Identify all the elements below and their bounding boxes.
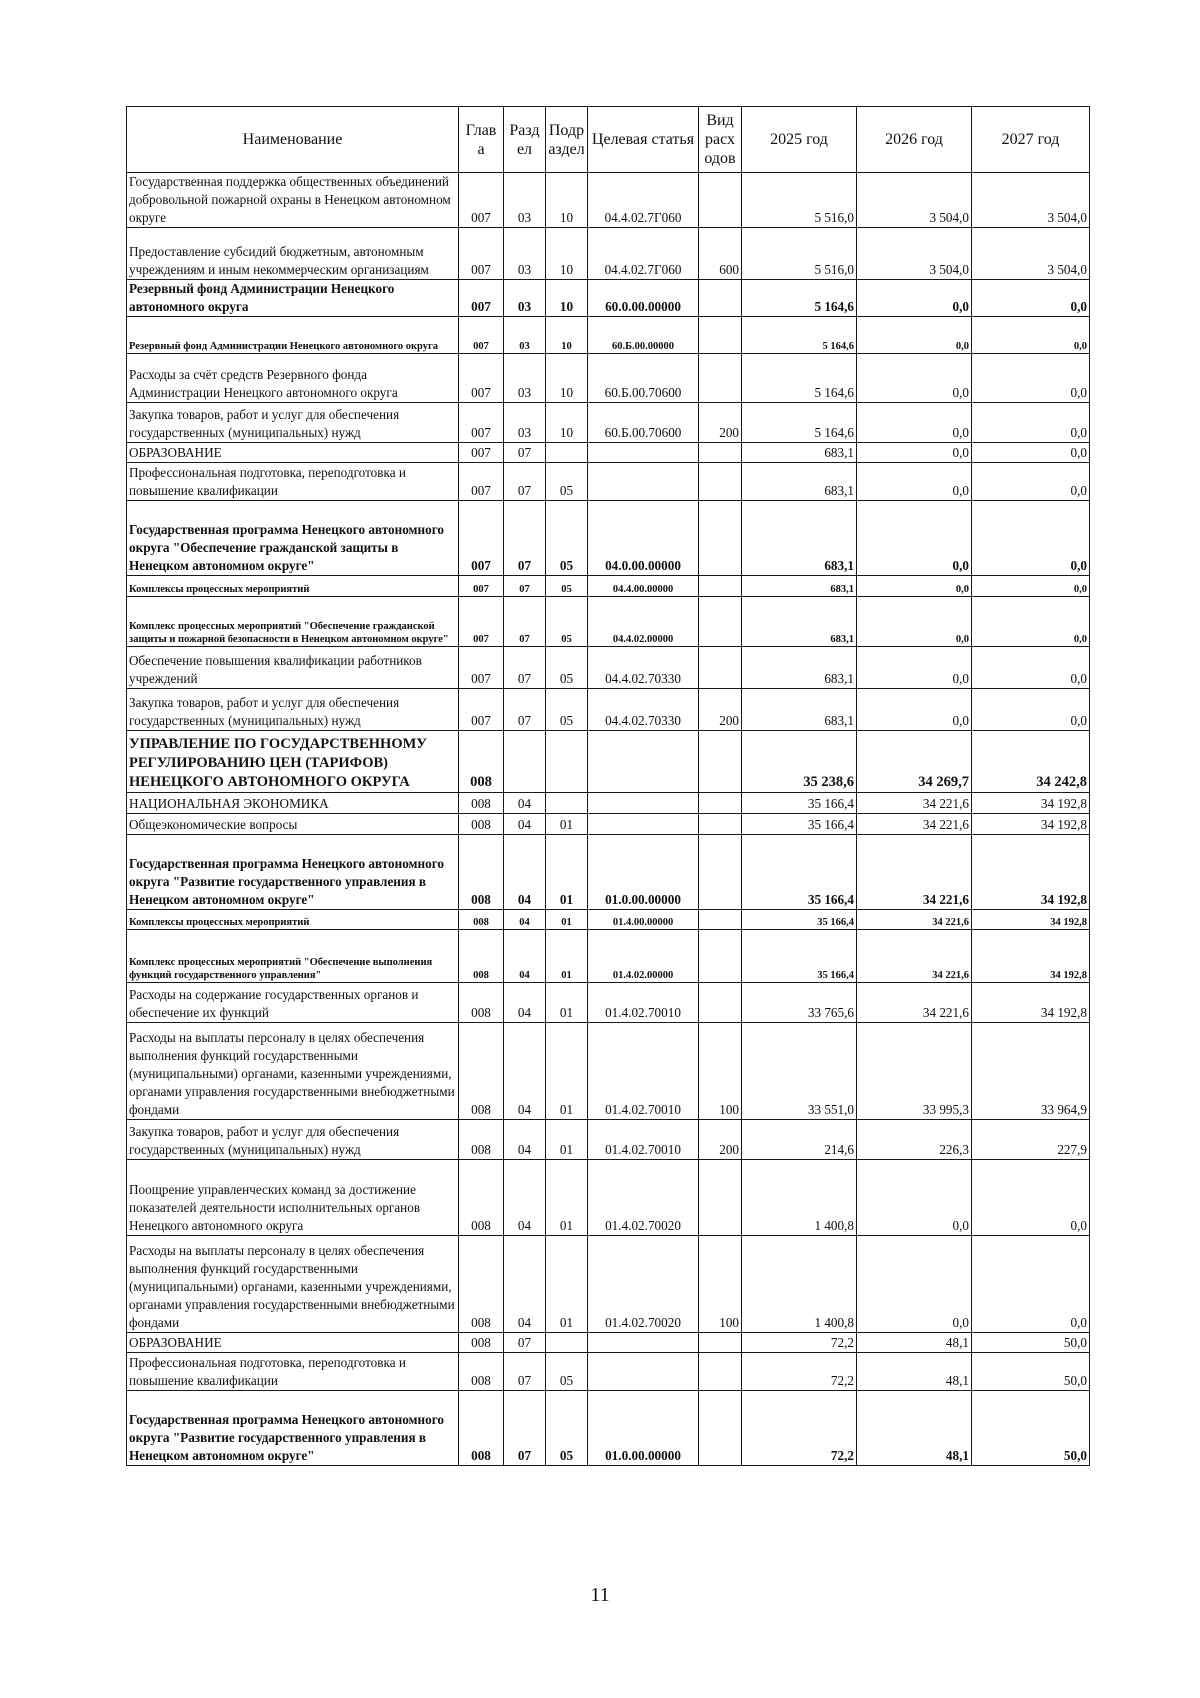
- row-expense-type: [699, 793, 742, 814]
- header-2026: 2026 год: [857, 107, 972, 173]
- row-razdel: 04: [504, 1120, 546, 1160]
- row-value-2025: 5 164,6: [742, 354, 857, 403]
- row-expense-type: 100: [699, 1023, 742, 1120]
- row-target-article: [588, 1353, 699, 1391]
- row-expense-type: 200: [699, 689, 742, 731]
- row-value-2026: 34 221,6: [857, 814, 972, 835]
- row-expense-type: [699, 443, 742, 463]
- row-name: Комплексы процессных мероприятий: [127, 910, 459, 930]
- row-expense-type: 100: [699, 1236, 742, 1333]
- row-name: Резервный фонд Администрации Ненецкого автономного округа: [127, 280, 459, 317]
- table-header-row: [127, 107, 1090, 173]
- row-value-2025: 33 765,6: [742, 983, 857, 1023]
- row-target-article: 01.4.02.70010: [588, 983, 699, 1023]
- row-value-2027: 0,0: [972, 354, 1090, 403]
- row-podrazdel: 01: [546, 1160, 588, 1236]
- table-row: [127, 1391, 1090, 1466]
- row-podrazdel: 10: [546, 173, 588, 228]
- row-glava: 008: [459, 930, 504, 983]
- row-value-2026: 33 995,3: [857, 1023, 972, 1120]
- row-razdel: 03: [504, 354, 546, 403]
- row-target-article: 01.4.02.70020: [588, 1236, 699, 1333]
- table-row: [127, 983, 1090, 1023]
- row-value-2026: 0,0: [857, 403, 972, 443]
- row-value-2027: 34 192,8: [972, 983, 1090, 1023]
- row-value-2025: 35 166,4: [742, 930, 857, 983]
- table-row: [127, 910, 1090, 930]
- table-row: [127, 1023, 1090, 1120]
- row-razdel: 04: [504, 835, 546, 910]
- row-name: Профессиональная подготовка, переподготовка и повышение квалификации: [127, 1353, 459, 1391]
- row-podrazdel: 01: [546, 814, 588, 835]
- row-value-2026: 0,0: [857, 597, 972, 647]
- row-value-2026: 48,1: [857, 1353, 972, 1391]
- row-value-2027: 0,0: [972, 1160, 1090, 1236]
- row-razdel: 03: [504, 280, 546, 317]
- table-row: [127, 501, 1090, 576]
- row-expense-type: [699, 1353, 742, 1391]
- row-podrazdel: 05: [546, 597, 588, 647]
- row-value-2025: 35 166,4: [742, 910, 857, 930]
- row-value-2025: 35 166,4: [742, 793, 857, 814]
- row-value-2026: 34 221,6: [857, 835, 972, 910]
- row-name: Государственная программа Ненецкого автономного округа "Развитие государственного управления в Ненецком автономном округе": [127, 835, 459, 910]
- row-podrazdel: 10: [546, 354, 588, 403]
- row-value-2027: 34 242,8: [972, 731, 1090, 793]
- header-expense-type: Вид расх одов: [699, 107, 742, 173]
- row-name: Расходы на выплаты персоналу в целях обеспечения выполнения функций государственными (муниципальными) органами, казенными учреждениями, органами управления государственными внебюджетными фондами: [127, 1023, 459, 1120]
- row-expense-type: [699, 501, 742, 576]
- row-value-2027: 0,0: [972, 280, 1090, 317]
- table-row: [127, 173, 1090, 228]
- row-target-article: 01.4.02.70010: [588, 1023, 699, 1120]
- row-glava: 007: [459, 228, 504, 280]
- row-target-article: [588, 793, 699, 814]
- row-razdel: 04: [504, 910, 546, 930]
- row-podrazdel: 05: [546, 463, 588, 501]
- row-podrazdel: 01: [546, 1236, 588, 1333]
- row-razdel: 04: [504, 1236, 546, 1333]
- page-number: 11: [590, 1584, 610, 1606]
- row-glava: 008: [459, 910, 504, 930]
- row-value-2026: 226,3: [857, 1120, 972, 1160]
- row-expense-type: 200: [699, 1120, 742, 1160]
- row-glava: 008: [459, 793, 504, 814]
- row-razdel: 04: [504, 793, 546, 814]
- row-value-2026: 34 221,6: [857, 910, 972, 930]
- row-target-article: 60.0.00.00000: [588, 280, 699, 317]
- row-target-article: 60.Б.00.00000: [588, 317, 699, 354]
- row-name: Резервный фонд Администрации Ненецкого автономного округа: [127, 317, 459, 354]
- row-value-2025: 683,1: [742, 647, 857, 689]
- row-expense-type: [699, 1333, 742, 1353]
- row-value-2026: 0,0: [857, 1160, 972, 1236]
- row-name: Расходы за счёт средств Резервного фонда Администрации Ненецкого автономного округа: [127, 354, 459, 403]
- row-value-2025: 683,1: [742, 463, 857, 501]
- row-target-article: 04.4.02.7Г060: [588, 228, 699, 280]
- row-value-2027: 33 964,9: [972, 1023, 1090, 1120]
- row-razdel: 03: [504, 173, 546, 228]
- row-glava: 007: [459, 443, 504, 463]
- row-target-article: 01.4.02.70020: [588, 1160, 699, 1236]
- row-podrazdel: 10: [546, 317, 588, 354]
- row-value-2026: 0,0: [857, 689, 972, 731]
- table-row: [127, 689, 1090, 731]
- row-name: ОБРАЗОВАНИЕ: [127, 1333, 459, 1353]
- row-value-2025: 5 516,0: [742, 228, 857, 280]
- row-value-2025: 683,1: [742, 689, 857, 731]
- row-value-2025: 1 400,8: [742, 1160, 857, 1236]
- row-name: Государственная программа Ненецкого автономного округа "Обеспечение гражданской защиты в Ненецком автономном округе": [127, 501, 459, 576]
- row-podrazdel: 05: [546, 1391, 588, 1466]
- row-name: Предоставление субсидий бюджетным, автономным учреждениям и иным некоммерческим организациям: [127, 228, 459, 280]
- budget-table: [126, 106, 1090, 1466]
- row-name: Поощрение управленческих команд за достижение показателей деятельности исполнительных органов Ненецкого автономного округа: [127, 1160, 459, 1236]
- row-value-2025: 683,1: [742, 597, 857, 647]
- row-target-article: 01.4.02.70010: [588, 1120, 699, 1160]
- row-glava: 008: [459, 1236, 504, 1333]
- row-podrazdel: [546, 1333, 588, 1353]
- row-podrazdel: 01: [546, 910, 588, 930]
- row-name: Комплекс процессных мероприятий "Обеспечение гражданской защиты и пожарной безопасности в Ненецком автономном округе": [127, 597, 459, 647]
- row-value-2025: 214,6: [742, 1120, 857, 1160]
- row-target-article: [588, 731, 699, 793]
- row-expense-type: [699, 463, 742, 501]
- row-target-article: 04.4.02.00000: [588, 597, 699, 647]
- row-name: Комплекс процессных мероприятий "Обеспечение выполнения функций государственного управления": [127, 930, 459, 983]
- row-podrazdel: 05: [546, 1353, 588, 1391]
- row-value-2026: 0,0: [857, 280, 972, 317]
- row-name: Расходы на содержание государственных органов и обеспечение их функций: [127, 983, 459, 1023]
- header-2027: 2027 год: [972, 107, 1090, 173]
- row-glava: 008: [459, 731, 504, 793]
- row-podrazdel: 05: [546, 501, 588, 576]
- row-value-2027: 50,0: [972, 1353, 1090, 1391]
- row-razdel: 07: [504, 576, 546, 597]
- row-podrazdel: 01: [546, 983, 588, 1023]
- row-value-2026: 3 504,0: [857, 173, 972, 228]
- row-value-2026: 0,0: [857, 317, 972, 354]
- row-podrazdel: 10: [546, 228, 588, 280]
- row-value-2025: 35 238,6: [742, 731, 857, 793]
- row-value-2027: 50,0: [972, 1333, 1090, 1353]
- row-razdel: 04: [504, 1023, 546, 1120]
- row-value-2026: 0,0: [857, 647, 972, 689]
- row-name: Общеэкономические вопросы: [127, 814, 459, 835]
- header-glava: Глав а: [459, 107, 504, 173]
- row-target-article: 01.4.00.00000: [588, 910, 699, 930]
- row-target-article: 04.4.02.70330: [588, 647, 699, 689]
- row-value-2027: 227,9: [972, 1120, 1090, 1160]
- table-row: [127, 1160, 1090, 1236]
- row-razdel: 07: [504, 647, 546, 689]
- table-body: [127, 173, 1090, 1466]
- row-name: Государственная программа Ненецкого автономного округа "Развитие государственного управления в Ненецком автономном округе": [127, 1391, 459, 1466]
- row-expense-type: [699, 1160, 742, 1236]
- row-razdel: 04: [504, 814, 546, 835]
- row-name: Закупка товаров, работ и услуг для обеспечения государственных (муниципальных) нужд: [127, 689, 459, 731]
- row-value-2027: 0,0: [972, 1236, 1090, 1333]
- row-razdel: 03: [504, 228, 546, 280]
- row-expense-type: [699, 317, 742, 354]
- table-row: [127, 463, 1090, 501]
- row-name: Закупка товаров, работ и услуг для обеспечения государственных (муниципальных) нужд: [127, 403, 459, 443]
- table-row: [127, 835, 1090, 910]
- row-value-2026: 0,0: [857, 354, 972, 403]
- row-value-2026: 0,0: [857, 501, 972, 576]
- row-glava: 007: [459, 597, 504, 647]
- row-value-2026: 0,0: [857, 443, 972, 463]
- table-row: [127, 647, 1090, 689]
- row-expense-type: [699, 910, 742, 930]
- table-row: [127, 930, 1090, 983]
- header-podrazdel: Подр аздел: [546, 107, 588, 173]
- row-target-article: 04.0.00.00000: [588, 501, 699, 576]
- row-target-article: 60.Б.00.70600: [588, 403, 699, 443]
- row-value-2026: 3 504,0: [857, 228, 972, 280]
- row-glava: 008: [459, 814, 504, 835]
- row-value-2027: 34 192,8: [972, 930, 1090, 983]
- row-target-article: [588, 463, 699, 501]
- row-razdel: 07: [504, 443, 546, 463]
- row-value-2025: 72,2: [742, 1391, 857, 1466]
- row-target-article: [588, 1333, 699, 1353]
- row-value-2027: 0,0: [972, 576, 1090, 597]
- row-razdel: 07: [504, 689, 546, 731]
- row-razdel: 07: [504, 597, 546, 647]
- row-value-2026: 0,0: [857, 1236, 972, 1333]
- row-value-2027: 34 192,8: [972, 835, 1090, 910]
- row-expense-type: [699, 731, 742, 793]
- row-value-2027: 34 192,8: [972, 793, 1090, 814]
- row-expense-type: [699, 354, 742, 403]
- row-razdel: 07: [504, 463, 546, 501]
- row-target-article: 04.4.00.00000: [588, 576, 699, 597]
- table-row: [127, 793, 1090, 814]
- row-expense-type: [699, 1391, 742, 1466]
- table-row: [127, 280, 1090, 317]
- table-row: [127, 228, 1090, 280]
- row-expense-type: [699, 597, 742, 647]
- row-glava: 008: [459, 1353, 504, 1391]
- row-value-2025: 1 400,8: [742, 1236, 857, 1333]
- row-value-2025: 35 166,4: [742, 814, 857, 835]
- row-target-article: 04.4.02.7Г060: [588, 173, 699, 228]
- header-2025: 2025 год: [742, 107, 857, 173]
- table-row: [127, 1353, 1090, 1391]
- row-target-article: 60.Б.00.70600: [588, 354, 699, 403]
- row-target-article: 01.0.00.00000: [588, 835, 699, 910]
- row-target-article: 01.4.02.00000: [588, 930, 699, 983]
- row-glava: 007: [459, 647, 504, 689]
- row-value-2026: 0,0: [857, 576, 972, 597]
- row-razdel: 03: [504, 317, 546, 354]
- row-value-2025: 683,1: [742, 443, 857, 463]
- row-value-2027: 0,0: [972, 403, 1090, 443]
- row-value-2026: 34 221,6: [857, 793, 972, 814]
- row-podrazdel: 01: [546, 1120, 588, 1160]
- row-value-2025: 683,1: [742, 501, 857, 576]
- row-value-2027: 3 504,0: [972, 228, 1090, 280]
- row-value-2025: 5 164,6: [742, 280, 857, 317]
- row-value-2027: 3 504,0: [972, 173, 1090, 228]
- row-glava: 007: [459, 317, 504, 354]
- row-podrazdel: 01: [546, 930, 588, 983]
- row-value-2025: 33 551,0: [742, 1023, 857, 1120]
- row-razdel: 04: [504, 983, 546, 1023]
- row-razdel: 07: [504, 1391, 546, 1466]
- row-glava: 007: [459, 576, 504, 597]
- header-razdel: Разд ел: [504, 107, 546, 173]
- row-expense-type: [699, 814, 742, 835]
- row-expense-type: [699, 930, 742, 983]
- row-expense-type: [699, 173, 742, 228]
- row-expense-type: [699, 280, 742, 317]
- row-expense-type: 600: [699, 228, 742, 280]
- table-row: [127, 1120, 1090, 1160]
- row-name: Расходы на выплаты персоналу в целях обеспечения выполнения функций государственными (муниципальными) органами, казенными учреждениями, органами управления государственными внебюджетными фондами: [127, 1236, 459, 1333]
- row-name: Закупка товаров, работ и услуг для обеспечения государственных (муниципальных) нужд: [127, 1120, 459, 1160]
- row-value-2027: 0,0: [972, 463, 1090, 501]
- row-glava: 007: [459, 689, 504, 731]
- row-name: Комплексы процессных мероприятий: [127, 576, 459, 597]
- row-target-article: [588, 814, 699, 835]
- row-podrazdel: 05: [546, 689, 588, 731]
- row-podrazdel: 01: [546, 1023, 588, 1120]
- row-expense-type: [699, 983, 742, 1023]
- row-podrazdel: 10: [546, 280, 588, 317]
- row-value-2025: 35 166,4: [742, 835, 857, 910]
- row-value-2026: 34 221,6: [857, 930, 972, 983]
- table-row: [127, 1333, 1090, 1353]
- row-razdel: [504, 731, 546, 793]
- row-value-2026: 0,0: [857, 463, 972, 501]
- row-name: Профессиональная подготовка, переподготовка и повышение квалификации: [127, 463, 459, 501]
- row-glava: 007: [459, 173, 504, 228]
- row-name: НАЦИОНАЛЬНАЯ ЭКОНОМИКА: [127, 793, 459, 814]
- row-value-2025: 72,2: [742, 1353, 857, 1391]
- row-podrazdel: [546, 443, 588, 463]
- row-podrazdel: 10: [546, 403, 588, 443]
- row-value-2027: 0,0: [972, 443, 1090, 463]
- row-glava: 008: [459, 1333, 504, 1353]
- row-glava: 007: [459, 501, 504, 576]
- row-value-2027: 34 192,8: [972, 910, 1090, 930]
- row-target-article: [588, 443, 699, 463]
- row-razdel: 04: [504, 930, 546, 983]
- table-row: [127, 576, 1090, 597]
- row-podrazdel: 01: [546, 835, 588, 910]
- row-value-2027: 0,0: [972, 647, 1090, 689]
- row-podrazdel: [546, 731, 588, 793]
- row-value-2027: 34 192,8: [972, 814, 1090, 835]
- table-row: [127, 814, 1090, 835]
- row-glava: 007: [459, 280, 504, 317]
- row-name: УПРАВЛЕНИЕ ПО ГОСУДАРСТВЕННОМУ РЕГУЛИРОВАНИЮ ЦЕН (ТАРИФОВ) НЕНЕЦКОГО АВТОНОМНОГО ОКРУГА: [127, 731, 459, 793]
- header-target-article: Целевая статья: [588, 107, 699, 173]
- row-razdel: 03: [504, 403, 546, 443]
- row-podrazdel: 05: [546, 576, 588, 597]
- row-value-2026: 34 269,7: [857, 731, 972, 793]
- header-name: Наименование: [127, 107, 459, 173]
- table-row: [127, 354, 1090, 403]
- row-glava: 007: [459, 463, 504, 501]
- row-razdel: 04: [504, 1160, 546, 1236]
- row-glava: 008: [459, 835, 504, 910]
- row-razdel: 07: [504, 1333, 546, 1353]
- row-value-2026: 48,1: [857, 1333, 972, 1353]
- row-glava: 008: [459, 1391, 504, 1466]
- row-value-2025: 5 516,0: [742, 173, 857, 228]
- row-glava: 007: [459, 354, 504, 403]
- row-expense-type: 200: [699, 403, 742, 443]
- row-target-article: 01.0.00.00000: [588, 1391, 699, 1466]
- row-glava: 007: [459, 403, 504, 443]
- row-razdel: 07: [504, 1353, 546, 1391]
- row-value-2025: 5 164,6: [742, 317, 857, 354]
- table-row: [127, 403, 1090, 443]
- row-razdel: 07: [504, 501, 546, 576]
- row-value-2027: 0,0: [972, 689, 1090, 731]
- table-row: [127, 1236, 1090, 1333]
- row-podrazdel: 05: [546, 647, 588, 689]
- row-value-2027: 0,0: [972, 597, 1090, 647]
- row-glava: 008: [459, 1023, 504, 1120]
- row-name: Государственная поддержка общественных объединений добровольной пожарной охраны в Ненецком автономном округе: [127, 173, 459, 228]
- budget-sheet: [126, 106, 1089, 1466]
- row-value-2026: 48,1: [857, 1391, 972, 1466]
- row-expense-type: [699, 835, 742, 910]
- table-row: [127, 317, 1090, 354]
- row-value-2025: 683,1: [742, 576, 857, 597]
- row-value-2027: 0,0: [972, 317, 1090, 354]
- row-name: Обеспечение повышения квалификации работников учреждений: [127, 647, 459, 689]
- row-value-2025: 72,2: [742, 1333, 857, 1353]
- table-row: [127, 597, 1090, 647]
- row-value-2027: 50,0: [972, 1391, 1090, 1466]
- table-row: [127, 443, 1090, 463]
- row-podrazdel: [546, 793, 588, 814]
- row-value-2025: 5 164,6: [742, 403, 857, 443]
- row-glava: 008: [459, 1120, 504, 1160]
- row-expense-type: [699, 576, 742, 597]
- row-glava: 008: [459, 983, 504, 1023]
- row-glava: 008: [459, 1160, 504, 1236]
- row-name: ОБРАЗОВАНИЕ: [127, 443, 459, 463]
- row-expense-type: [699, 647, 742, 689]
- row-value-2027: 0,0: [972, 501, 1090, 576]
- row-value-2026: 34 221,6: [857, 983, 972, 1023]
- row-target-article: 04.4.02.70330: [588, 689, 699, 731]
- table-row: [127, 731, 1090, 793]
